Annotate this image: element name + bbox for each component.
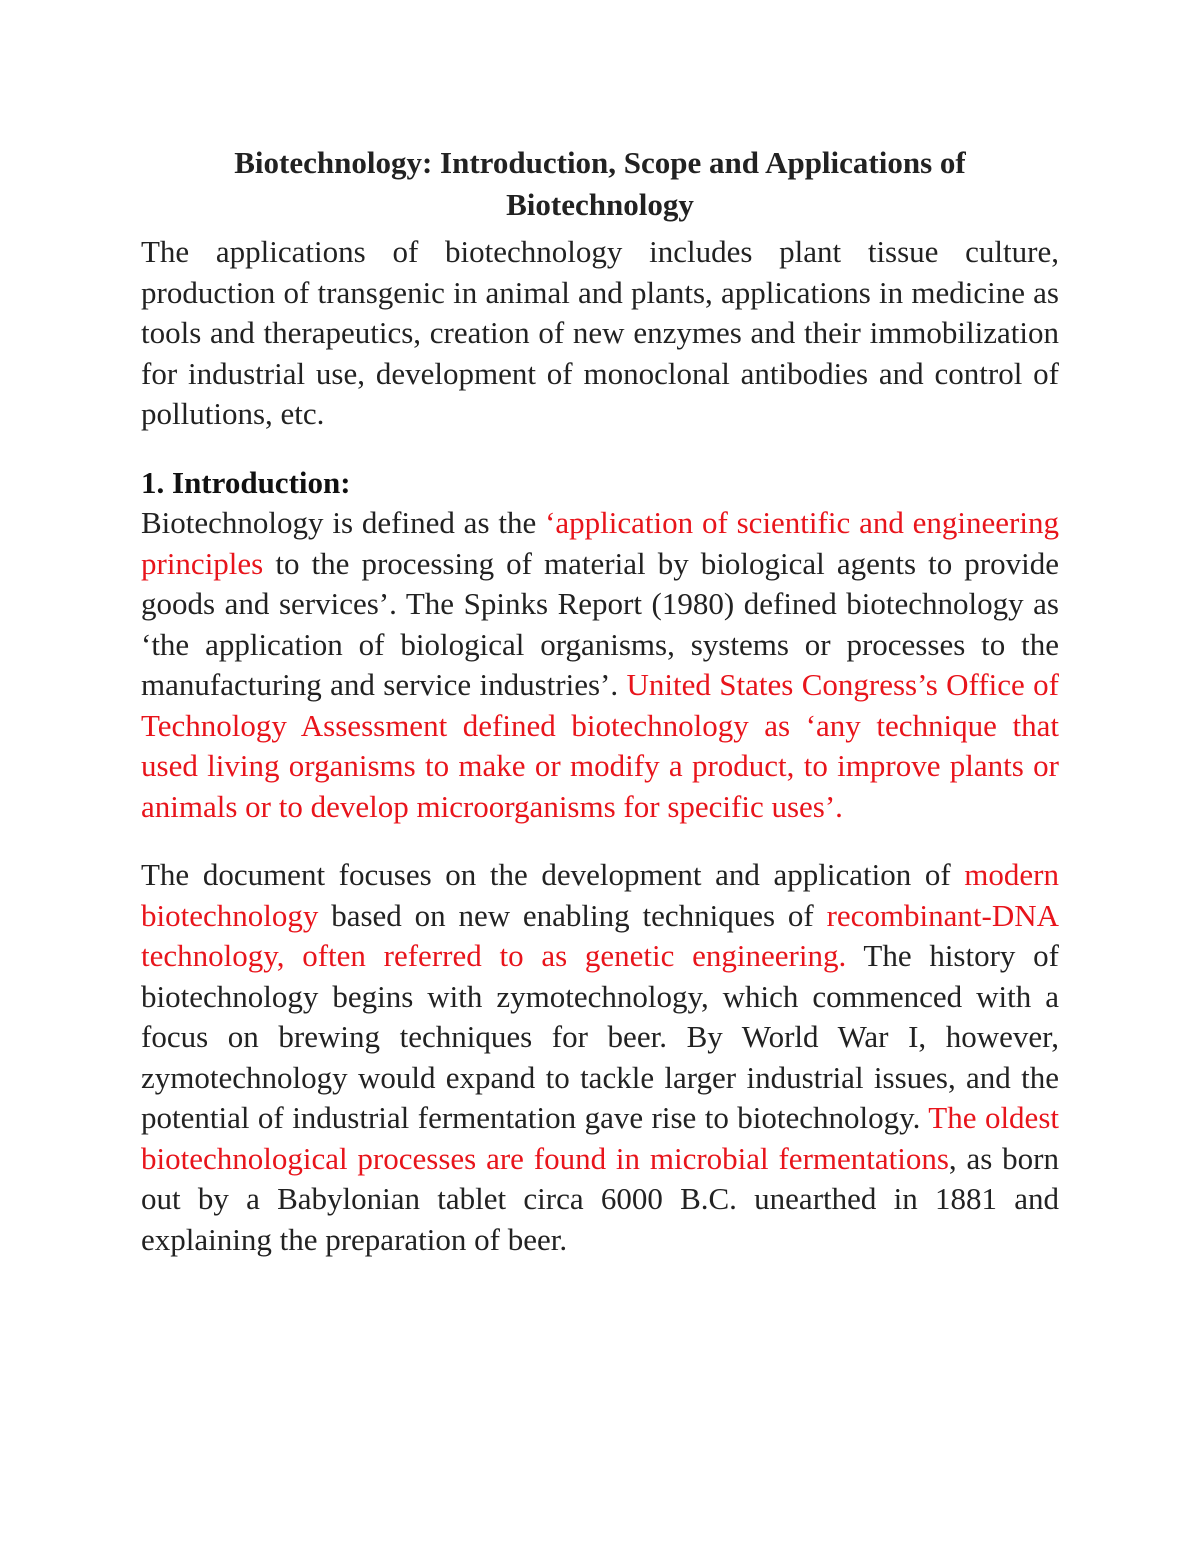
highlighted-modern-biotech: modern biotechnology xyxy=(141,857,1059,933)
history-text-2: based on new enabling techniques of xyxy=(318,897,827,933)
highlighted-definition: ‘application of scientific and engineering principles xyxy=(141,505,1059,581)
title-line-2: Biotechnology xyxy=(506,187,694,222)
history-paragraph xyxy=(141,855,1059,1260)
document-title xyxy=(141,142,1059,226)
definition-text-1: Biotechnology is defined as the xyxy=(141,505,546,540)
highlighted-oldest-processes: The oldest biotechnological processes are found in microbial fermentations xyxy=(141,1100,1059,1176)
definition-text-2: to the processing of material by biological agents to provide goods and services’. The Spinks Report (1980) defined biotechnology as ‘the application of biological organisms, systems or processes to the manufacturing and service industries’. xyxy=(141,545,1059,702)
highlighted-ota-definition: United States Congress’s Office of Technology Assessment defined biotechnology as ‘any technique that used living organisms to make or modify a product, to improve plants or animals or to develop microorganisms for specific uses’. xyxy=(141,667,1059,824)
definition-paragraph xyxy=(141,503,1059,827)
history-text-4: , as born out by a Babylonian tablet circa 6000 B.C. unearthed in 1881 and explaining the preparation of beer. xyxy=(141,1140,1059,1257)
document-body xyxy=(141,142,1059,1260)
intro-paragraph: The applications of biotechnology includes plant tissue culture, production of transgenic in animal and plants, applications in medicine as tools and therapeutics, creation of new enzymes and their immobilization for industrial use, development of monoclonal antibodies and control of pollutions, etc. xyxy=(141,234,1059,431)
history-text-3: The history of biotechnology begins with zymotechnology, which commenced with a focus on brewing techniques for beer. By World War I, however, zymotechnology would expand to tackle larger industrial issues, and the potential of industrial fermentation gave rise to biotechnology. xyxy=(141,938,1059,1135)
highlighted-recombinant-dna: recombinant-DNA technology, often referred to as genetic engineering. xyxy=(141,897,1059,973)
history-text-1: The document focuses on the development and application of xyxy=(141,857,965,892)
section-heading-introduction: 1. Introduction: xyxy=(141,464,351,500)
title-line-1: Biotechnology: Introduction, Scope and Applications of xyxy=(234,145,966,180)
